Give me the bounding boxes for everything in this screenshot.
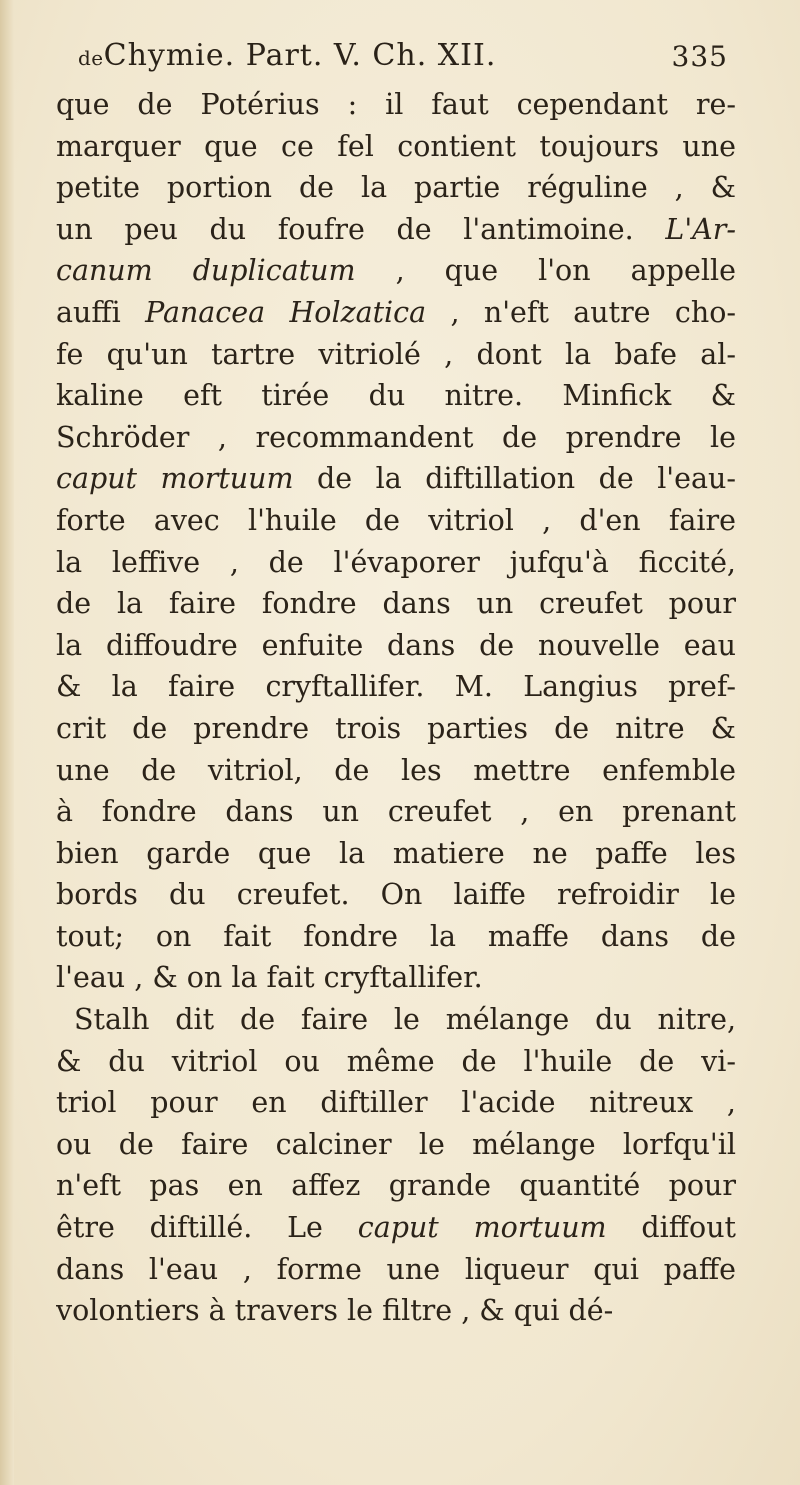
text-line xyxy=(56,1249,736,1291)
text-segment: bien garde que la matiere ne paffe les xyxy=(56,836,736,870)
italic-segment: caput mortuum xyxy=(357,1211,607,1245)
italic-segment: canum duplicatum xyxy=(56,254,356,288)
text-line xyxy=(56,1082,736,1124)
text-line xyxy=(56,1041,736,1083)
text-segment: marquer que ce fel contient toujours une xyxy=(56,129,736,163)
text-line xyxy=(56,1165,736,1207)
text-segment: Schröder , recommandent de prendre le xyxy=(56,420,736,454)
text-line xyxy=(56,334,736,376)
text-segment: bords du creufet. On laiffe refroidir le xyxy=(56,878,736,912)
page-number: 335 xyxy=(671,40,728,73)
text-segment: , que l'on appelle xyxy=(355,254,736,288)
text-segment: forte avec l'huile de vitriol , d'en faire xyxy=(56,503,736,537)
text-segment: volontiers à travers le filtre , & qui dé- xyxy=(56,1294,614,1328)
text-line xyxy=(56,1124,736,1166)
text-segment: la diffoudre enfuite dans de nouvelle eau xyxy=(56,628,736,662)
text-line xyxy=(56,874,736,916)
text-line xyxy=(56,708,736,750)
text-line xyxy=(56,458,736,500)
text-segment: triol pour en diftiller l'acide nitreux , xyxy=(56,1086,736,1120)
text-line xyxy=(56,999,736,1041)
text-segment: ou de faire calciner le mélange lorfqu'il xyxy=(56,1127,736,1161)
text-segment: diffout xyxy=(606,1211,736,1245)
italic-segment: caput mortuum xyxy=(56,462,294,496)
text-segment: tout; on fait fondre la maffe dans de xyxy=(56,919,736,953)
text-segment: kaline eft tirée du nitre. Minfick & xyxy=(56,379,736,413)
text-segment: l'eau , & on la fait cryftallifer. xyxy=(56,961,483,995)
text-segment: de la faire fondre dans un creufet pour xyxy=(56,587,736,621)
text-line xyxy=(56,583,736,625)
running-header xyxy=(78,38,728,73)
text-segment: auffi xyxy=(56,295,146,329)
text-line xyxy=(56,292,736,334)
text-line xyxy=(56,916,736,958)
text-segment: n'eft pas en affez grande quantité pour xyxy=(56,1169,736,1203)
text-segment: à fondre dans un creufet , en prenant xyxy=(56,795,736,829)
text-segment: , n'eft autre cho- xyxy=(426,295,736,329)
text-line xyxy=(56,542,736,584)
text-segment: être diftillé. Le xyxy=(56,1211,358,1245)
text-line xyxy=(56,500,736,542)
text-line xyxy=(56,750,736,792)
text-line xyxy=(56,126,736,168)
text-segment: & du vitriol ou même de l'huile de vi- xyxy=(56,1044,736,1078)
body-text xyxy=(56,84,736,1332)
text-segment: que de Potérius : il faut cependant re- xyxy=(56,88,736,121)
text-segment: Stalh dit de faire le mélange du nitre, xyxy=(74,1003,736,1037)
text-line xyxy=(56,791,736,833)
text-line xyxy=(56,666,736,708)
text-segment: dans l'eau , forme une liqueur qui paffe xyxy=(56,1252,736,1286)
italic-segment: Panacea Holzatica xyxy=(145,295,427,329)
text-segment: crit de prendre trois parties de nitre & xyxy=(56,711,736,745)
text-line xyxy=(56,417,736,459)
text-segment: fe qu'un tartre vitriolé , dont la bafe al- xyxy=(56,337,736,371)
italic-segment: L'Ar- xyxy=(665,212,736,246)
page-spine-shadow xyxy=(0,0,14,1485)
text-segment: la leffive , de l'évaporer jufqu'à ficcité, xyxy=(56,545,736,579)
text-line xyxy=(56,833,736,875)
header-title: Chymie. Part. V. Ch. XII. xyxy=(103,38,497,73)
text-line xyxy=(56,625,736,667)
text-line xyxy=(56,1207,736,1249)
text-segment: & la faire cryftallifer. M. Langius pref- xyxy=(56,670,736,704)
text-segment: de la diftillation de l'eau- xyxy=(293,462,736,496)
text-line xyxy=(56,1290,736,1332)
text-segment: un peu du foufre de l'antimoine. xyxy=(56,212,666,246)
header-prefix: de xyxy=(78,46,104,70)
text-line xyxy=(56,250,736,292)
text-line xyxy=(56,84,736,126)
text-line xyxy=(56,957,736,999)
text-segment: petite portion de la partie réguline , & xyxy=(56,171,736,205)
text-line xyxy=(56,167,736,209)
text-line xyxy=(56,209,736,251)
text-line xyxy=(56,375,736,417)
text-segment: une de vitriol, de les mettre enfemble xyxy=(56,753,736,787)
